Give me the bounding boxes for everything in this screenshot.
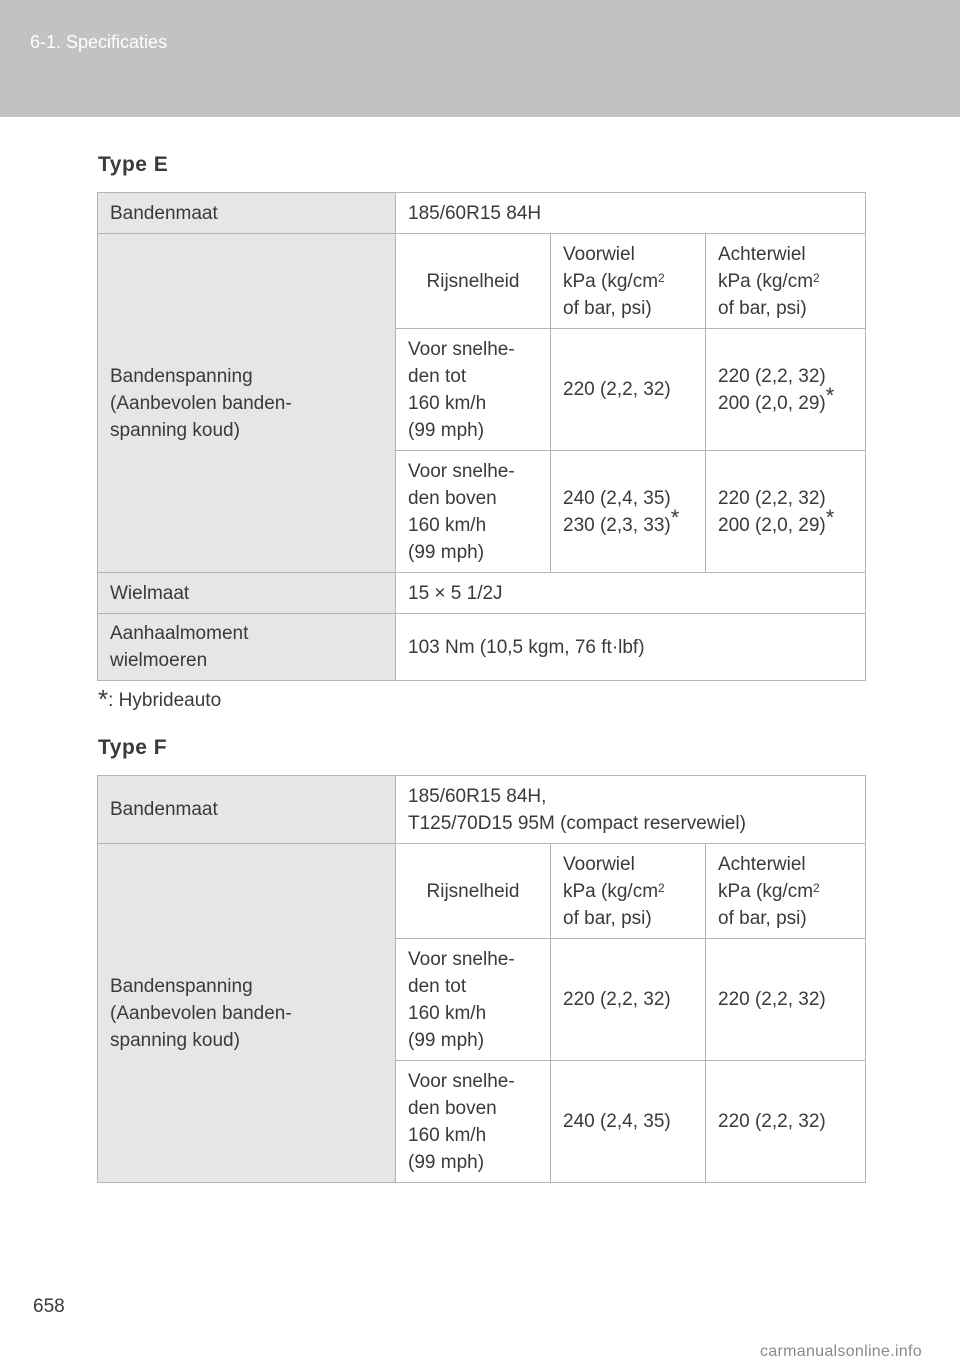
tire-size-value: 185/60R15 84H, T125/70D15 95M (compact reservewiel) bbox=[396, 776, 866, 844]
wheel-size-label: Wielmaat bbox=[98, 573, 396, 614]
table-row bbox=[98, 844, 866, 939]
rear-pressure-value: 220 (2,2, 32) bbox=[706, 1061, 866, 1183]
tire-size-label: Bandenmaat bbox=[98, 776, 396, 844]
page-number: 658 bbox=[33, 1296, 65, 1317]
front-pressure-value: 220 (2,2, 32) bbox=[551, 939, 706, 1061]
front-pressure-value: 240 (2,4, 35) 230 (2,3, 33)* bbox=[551, 451, 706, 573]
speed-up-to-160: Voor snelhe- den tot 160 km/h (99 mph) bbox=[396, 329, 551, 451]
watermark: carmanualsonline.info bbox=[760, 1343, 922, 1360]
rear-pressure-value: 220 (2,2, 32) 200 (2,0, 29)* bbox=[706, 329, 866, 451]
rear-wheel-column-header: Achterwiel kPa ($kg/cm^2$ of bar, psi) bbox=[706, 234, 866, 329]
torque-value: 103 Nm (10,5 kgm, 76 ft·lbf) bbox=[396, 614, 866, 681]
rear-pressure-value: 220 (2,2, 32) bbox=[706, 939, 866, 1061]
hybrid-footnote-marker: * bbox=[825, 504, 835, 530]
speed-above-160: Voor snelhe- den boven 160 km/h (99 mph) bbox=[396, 451, 551, 573]
speed-column-header: Rijsnelheid bbox=[396, 234, 551, 329]
speed-up-to-160: Voor snelhe- den tot 160 km/h (99 mph) bbox=[396, 939, 551, 1061]
rear-pressure-value: 220 (2,2, 32) 200 (2,0, 29)* bbox=[706, 451, 866, 573]
type-e-title: Type E bbox=[98, 153, 169, 176]
page-header bbox=[0, 0, 960, 117]
tire-pressure-label: Bandenspanning (Aanbevolen banden- spanning koud) bbox=[98, 234, 396, 573]
rear-wheel-column-header: Achterwiel kPa ($kg/cm^2$ of bar, psi) bbox=[706, 844, 866, 939]
wheel-size-value: 15 × 5 1/2J bbox=[396, 573, 866, 614]
table-row bbox=[98, 614, 866, 681]
table-row bbox=[98, 573, 866, 614]
section-breadcrumb: 6-1. Specificaties bbox=[30, 32, 168, 52]
tire-pressure-label: Bandenspanning (Aanbevolen banden- spanning koud) bbox=[98, 844, 396, 1183]
speed-above-160: Voor snelhe- den boven 160 km/h (99 mph) bbox=[396, 1061, 551, 1183]
tire-size-value: 185/60R15 84H bbox=[396, 193, 866, 234]
type-e-table bbox=[97, 192, 866, 681]
front-pressure-value: 220 (2,2, 32) bbox=[551, 329, 706, 451]
torque-label: Aanhaalmoment wielmoeren bbox=[98, 614, 396, 681]
front-pressure-value: 240 (2,4, 35) bbox=[551, 1061, 706, 1183]
table-row bbox=[98, 193, 866, 234]
front-wheel-column-header: Voorwiel kPa ($kg/cm^2$ of bar, psi) bbox=[551, 234, 706, 329]
front-wheel-column-header: Voorwiel kPa ($kg/cm^2$ of bar, psi) bbox=[551, 844, 706, 939]
hybrid-footnote: *: Hybrideauto bbox=[98, 684, 222, 714]
type-f-title: Type F bbox=[98, 736, 168, 759]
table-row bbox=[98, 776, 866, 844]
hybrid-footnote-marker: * bbox=[670, 504, 680, 530]
tire-size-label: Bandenmaat bbox=[98, 193, 396, 234]
table-row bbox=[98, 234, 866, 329]
speed-column-header: Rijsnelheid bbox=[396, 844, 551, 939]
hybrid-footnote-marker: * bbox=[825, 382, 835, 408]
type-f-table bbox=[97, 775, 866, 1183]
